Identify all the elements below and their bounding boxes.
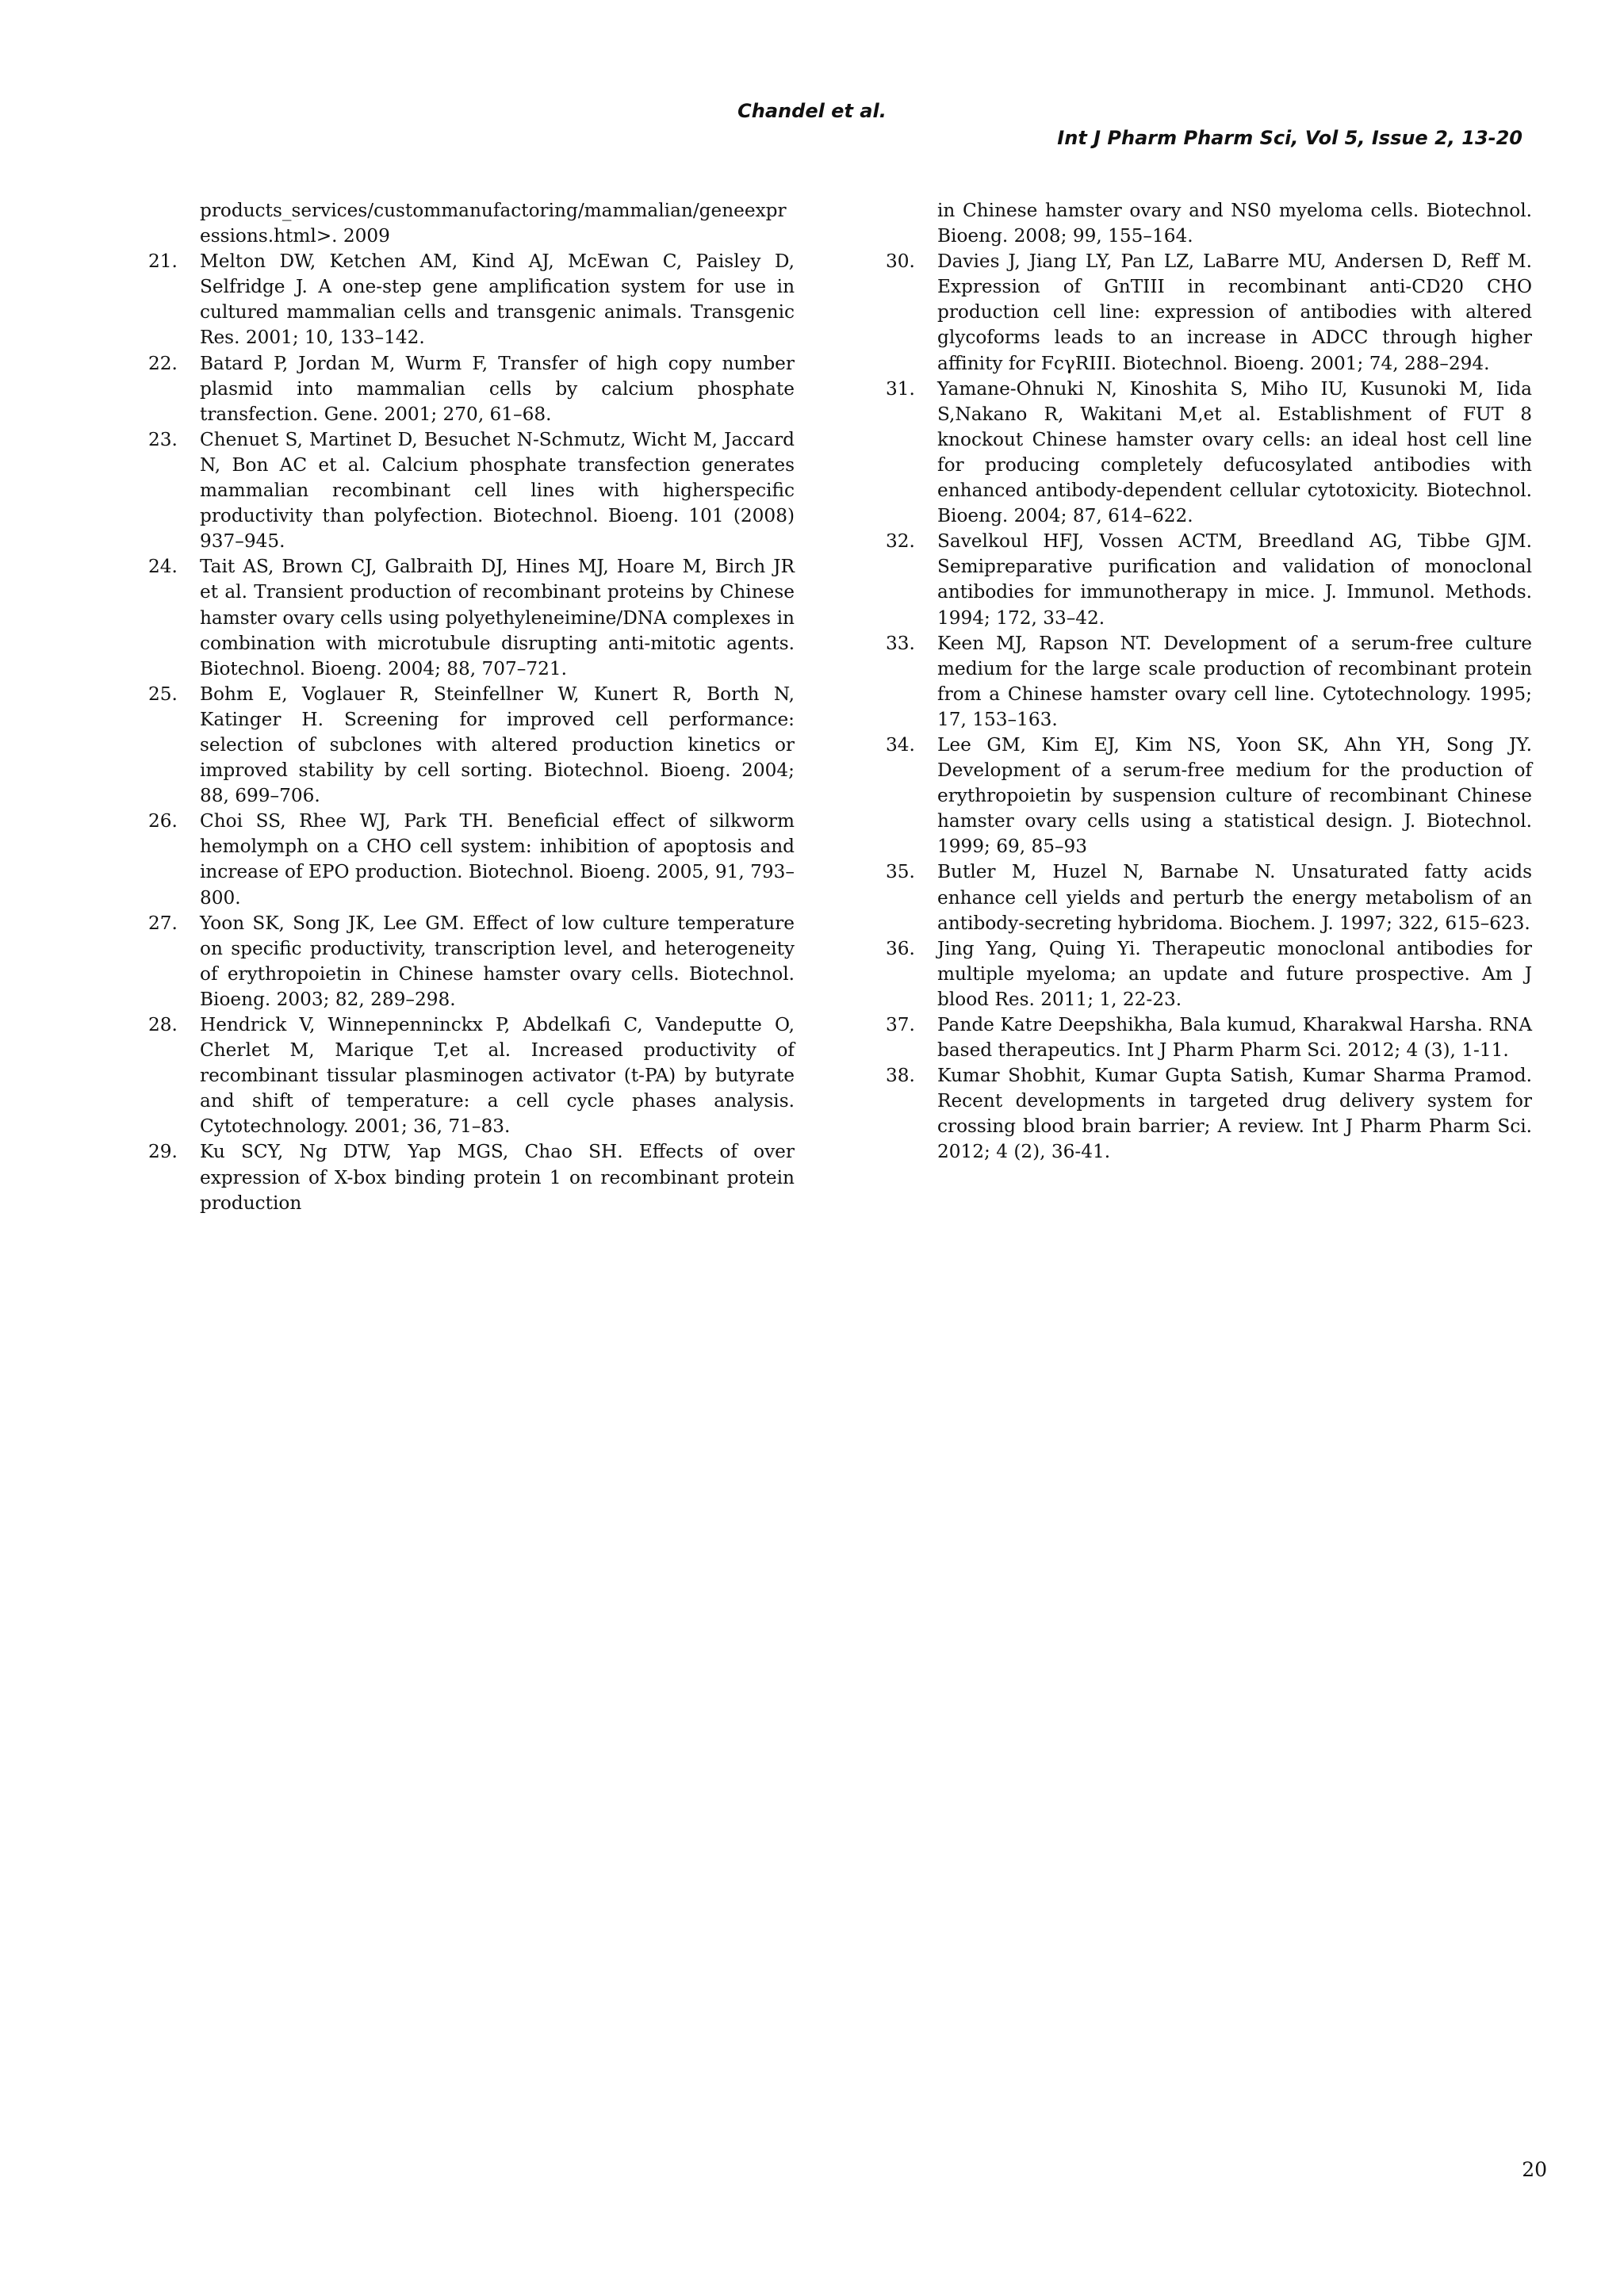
reference-item: [148, 554, 795, 681]
reference-item: [886, 249, 1532, 376]
reference-item: [148, 351, 795, 427]
reference-text: Kumar Shobhit, Kumar Gupta Satish, Kumar Sharma Pramod. Recent developments in targeted drug delivery system for crossing blood brain barrier; A review. Int J Pharm Pharm Sci. 2012; 4 (2), 36-41.: [937, 1065, 1532, 1163]
reference-item: [886, 859, 1532, 936]
reference-number: 35.: [886, 861, 915, 883]
page-number: 20: [1522, 2158, 1547, 2181]
reference-item: [886, 529, 1532, 630]
references-left-column: [148, 198, 795, 1216]
reference-number: 36.: [886, 937, 915, 959]
running-header-author: Chandel et al.: [737, 100, 887, 122]
reference-text: Melton DW, Ketchen AM, Kind AJ, McEwan C, Paisley D, Selfridge J. A one-step gene amplification system for use in cultured mammalian cells and transgenic animals. Transgenic Res. 2001; 10, 133–142.: [200, 251, 795, 349]
reference-text: Pande Katre Deepshikha, Bala kumud, Kharakwal Harsha. RNA based therapeutics. Int J Pharm Pharm Sci. 2012; 4 (3), 1-11.: [937, 1014, 1532, 1062]
reference-number: 30.: [886, 251, 915, 273]
reference-text: Davies J, Jiang LY, Pan LZ, LaBarre MU, Andersen D, Reff M. Expression of GnTIII in recombinant anti-CD20 CHO production cell line: expression of antibodies with altered glycoforms leads to an increase in ADCC through higher affinity for FcγRIII. Biotechnol. Bioeng. 2001; 74, 288–294.: [937, 251, 1532, 374]
reference-number: 23.: [148, 428, 178, 450]
reference-number: 29.: [148, 1141, 178, 1163]
reference-item: [886, 936, 1532, 1012]
reference-text: Hendrick V, Winnepenninckx P, Abdelkafi C, Vandeputte O, Cherlet M, Marique T,et al. Increased productivity of recombinant tissular plasminogen activator (t-PA) by butyrate and shift of temperature: a cell cycle phases analysis. Cytotechnology. 2001; 36, 71–83.: [200, 1014, 795, 1138]
reference-number: 31.: [886, 377, 915, 400]
reference-text: Chenuet S, Martinet D, Besuchet N-Schmutz, Wicht M, Jaccard N, Bon AC et al. Calcium phosphate transfection generates mammalian recombinant cell lines with higherspecific productivity than polyfection. Biotechnol. Bioeng. 101 (2008) 937–945.: [200, 428, 795, 553]
reference-number: 34.: [886, 733, 915, 756]
reference-item: [886, 1063, 1532, 1165]
reference-text: Lee GM, Kim EJ, Kim NS, Yoon SK, Ahn YH, Song JY. Development of a serum-free medium for the production of erythropoietin by suspension culture of recombinant Chinese hamster ovary cells using a statistical design. J. Biotechnol. 1999; 69, 85–93: [937, 733, 1532, 858]
reference-item: [148, 911, 795, 1012]
reference-number: 37.: [886, 1014, 915, 1035]
reference-text: Yoon SK, Song JK, Lee GM. Effect of low culture temperature on specific productivity, transcription level, and heterogeneity of erythropoietin in Chinese hamster ovary cells. Biotechnol. Bioeng. 2003; 82, 289–298.: [200, 912, 795, 1010]
running-header-journal: Int J Pharm Pharm Sci, Vol 5, Issue 2, 13-20: [1057, 127, 1522, 149]
reference-continuation: products_services/custommanufactoring/mammalian/geneexpressions.html>. 2009: [200, 200, 787, 247]
reference-text: Keen MJ, Rapson NT. Development of a serum-free culture medium for the large scale production of recombinant protein from a Chinese hamster ovary cell line. Cytotechnology. 1995; 17, 153–163.: [937, 632, 1532, 730]
reference-number: 32.: [886, 530, 915, 553]
reference-number: 27.: [148, 912, 178, 934]
reference-number: 28.: [148, 1014, 178, 1035]
reference-continuation: in Chinese hamster ovary and NS0 myeloma cells. Biotechnol. Bioeng. 2008; 99, 155–164.: [937, 200, 1532, 247]
reference-number: 25.: [148, 683, 178, 705]
reference-number: 22.: [148, 352, 178, 374]
reference-text: Yamane-Ohnuki N, Kinoshita S, Miho IU, Kusunoki M, Iida S,Nakano R, Wakitani M,et al. Establishment of FUT 8 knockout Chinese hamster ovary cells: an ideal host cell line for producing completely defucosylated antibodies with enhanced antibody-dependent cellular cytotoxicity. Biotechnol. Bioeng. 2004; 87, 614–622.: [937, 377, 1532, 527]
reference-text: Bohm E, Voglauer R, Steinfellner W, Kunert R, Borth N, Katinger H. Screening for improved cell performance: selection of subclones with altered production kinetics or improved stability by cell sorting. Biotechnol. Bioeng. 2004; 88, 699–706.: [200, 683, 795, 807]
reference-text: Jing Yang, Quing Yi. Therapeutic monoclonal antibodies for multiple myeloma; an update and future prospective. Am J blood Res. 2011; 1, 22-23.: [937, 937, 1532, 1010]
reference-item: [148, 427, 795, 554]
reference-item: [148, 682, 795, 809]
reference-text: Choi SS, Rhee WJ, Park TH. Beneficial effect of silkworm hemolymph on a CHO cell system: inhibition of apoptosis and increase of EPO production. Biotechnol. Bioeng. 2005, 91, 793–800.: [200, 810, 795, 909]
reference-item: [148, 249, 795, 350]
reference-number: 38.: [886, 1065, 915, 1087]
reference-text: Butler M, Huzel N, Barnabe N. Unsaturated fatty acids enhance cell yields and perturb the energy metabolism of an antibody-secreting hybridoma. Biochem. J. 1997; 322, 615–623.: [937, 861, 1532, 934]
reference-text: Batard P, Jordan M, Wurm F, Transfer of high copy number plasmid into mammalian cells by calcium phosphate transfection. Gene. 2001; 270, 61–68.: [200, 352, 795, 425]
reference-item: [886, 377, 1532, 530]
reference-item: [886, 631, 1532, 733]
reference-number: 33.: [886, 632, 915, 654]
reference-text: Savelkoul HFJ, Vossen ACTM, Breedland AG, Tibbe GJM. Semipreparative purification and validation of monoclonal antibodies for immunotherapy in mice. J. Immunol. Methods. 1994; 172, 33–42.: [937, 530, 1532, 629]
reference-item: [148, 1012, 795, 1139]
references-right-column: [886, 198, 1532, 1165]
reference-item: [886, 733, 1532, 859]
reference-number: 26.: [148, 810, 178, 832]
reference-number: 24.: [148, 556, 178, 578]
reference-number: 21.: [148, 251, 178, 273]
reference-text: Tait AS, Brown CJ, Galbraith DJ, Hines MJ, Hoare M, Birch JR et al. Transient production of recombinant proteins by Chinese hamster ovary cells using polyethyleneimine/DNA complexes in combination with microtubule disrupting anti-mitotic agents. Biotechnol. Bioeng. 2004; 88, 707–721.: [200, 556, 795, 679]
reference-item: [148, 1139, 795, 1215]
reference-text: Ku SCY, Ng DTW, Yap MGS, Chao SH. Effects of over expression of X-box binding protein 1 on recombinant protein production: [200, 1141, 795, 1214]
reference-item: [148, 809, 795, 910]
reference-item: [886, 1012, 1532, 1063]
